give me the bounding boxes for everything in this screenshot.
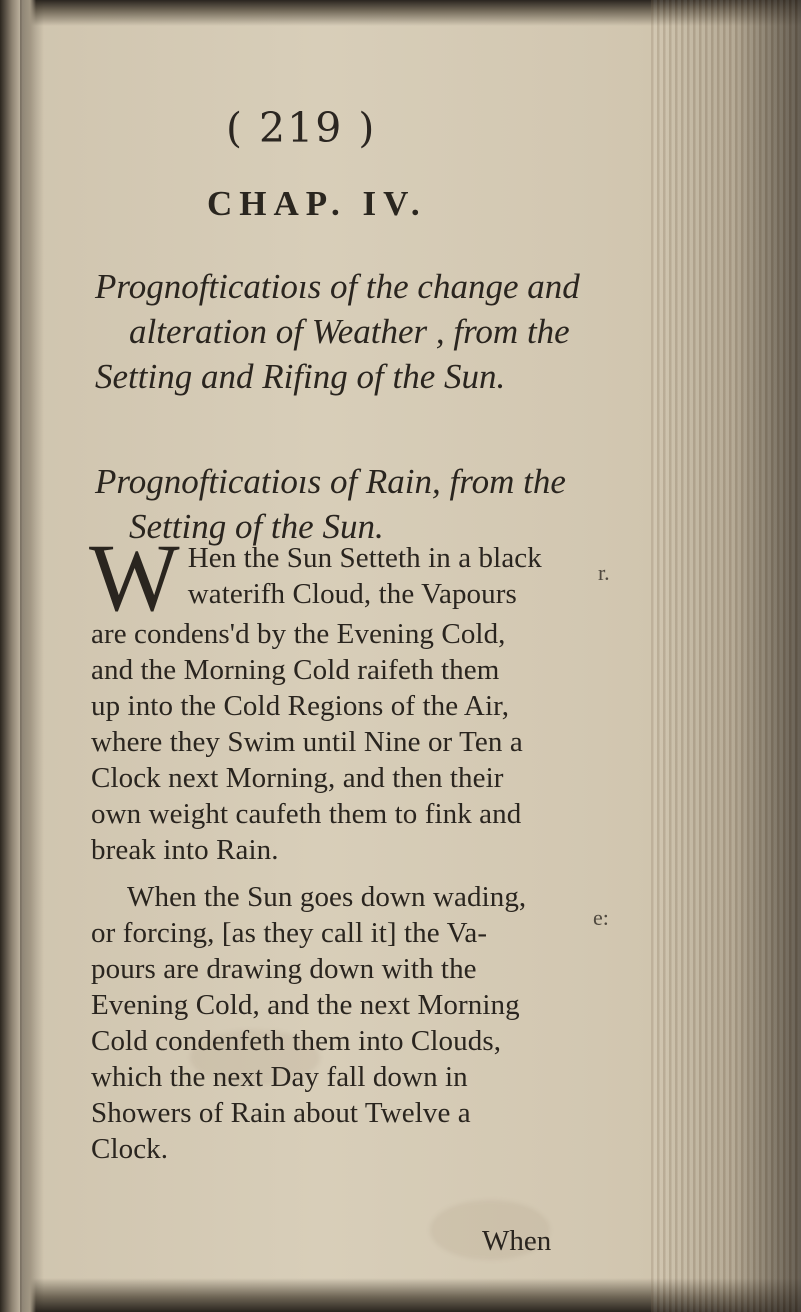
paragraph-line: Evening Cold, and the next Morning <box>91 989 520 1021</box>
paragraph-line: where they Swim until Nine or Ten a <box>91 726 523 758</box>
section-title-line: Prognofticatioıs of Rain, from the <box>95 462 566 501</box>
paragraph-sun-wading <box>91 879 555 1167</box>
paragraph-line: which the next Day fall down in <box>91 1061 468 1093</box>
paragraph-line: Showers of Rain about Twelve a <box>91 1097 471 1129</box>
catchword: When <box>482 1225 552 1257</box>
paragraph-line: pours are drawing down with the <box>91 953 477 985</box>
paragraph-line: Cold condenfeth them into Clouds, <box>91 1025 502 1057</box>
paragraph-line: break into Rain. <box>91 834 279 866</box>
left-page-edge <box>0 0 22 1312</box>
paragraph-line: own weight caufeth them to fink and <box>91 798 522 830</box>
paragraph-line: and the Morning Cold raifeth them <box>91 654 500 686</box>
paragraph-line: up into the Cold Regions of the Air, <box>91 690 510 722</box>
section-title-weather-sun <box>95 264 580 399</box>
paragraph-line: Hen the Sun Setteth in a black <box>187 542 542 574</box>
margin-mark: e: <box>593 905 609 930</box>
page-fore-edge <box>651 0 801 1312</box>
drop-cap: W <box>89 524 180 631</box>
paragraph-line: When the Sun goes down wading, <box>127 881 527 913</box>
paragraph-line: waterifh Cloud, the Vapours <box>187 578 517 610</box>
section-title-line: Setting of the Sun. <box>129 507 384 546</box>
section-title-line: Setting and Rifing of the Sun. <box>95 357 506 396</box>
paragraph-line: are condens'd by the Evening Cold, <box>91 618 506 650</box>
paragraph-line: Clock. <box>91 1133 169 1165</box>
section-title-line: alteration of Weather , from the <box>129 312 570 351</box>
gutter-shadow <box>20 0 44 1312</box>
margin-mark: r. <box>598 560 610 585</box>
chapter-heading: CHAP. IV. <box>207 184 427 223</box>
page-number: ( 219 ) <box>226 104 377 152</box>
paragraph-line: or forcing, [as they call it] the Va- <box>91 917 488 949</box>
section-title-line: Prognofticatioıs of the change and <box>95 267 580 306</box>
paragraph-line: Clock next Morning, and then their <box>91 762 504 794</box>
